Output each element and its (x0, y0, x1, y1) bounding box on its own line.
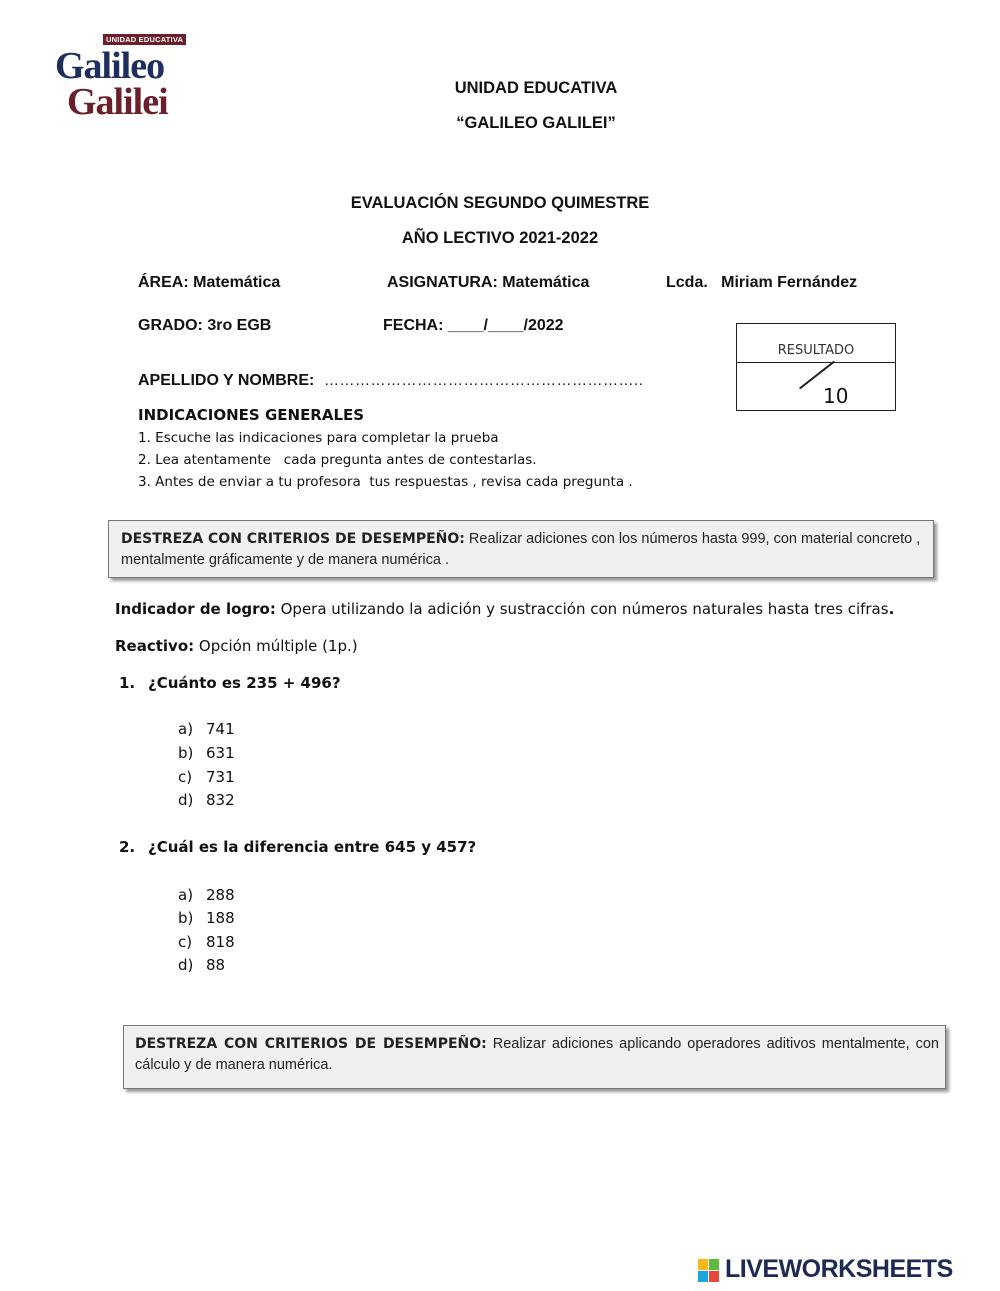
name-input-line[interactable]: …………………………………………………….. (324, 372, 644, 389)
skill-box-2-label: DESTREZA CON CRITERIOS DE DESEMPEÑO: (135, 1036, 487, 1052)
skill-box-2 (123, 1025, 946, 1089)
question-2: 2. ¿Cuál es la diferencia entre 645 y 457? (119, 838, 477, 856)
logo-tag: UNIDAD EDUCATIVA (103, 34, 186, 45)
subject-field: ASIGNATURA: Matemática (387, 274, 590, 291)
date-field[interactable]: FECHA: ____/____/2022 (383, 317, 564, 334)
instruction-item: 1. Escuche las indicaciones para completar la prueba (138, 430, 499, 446)
skill-box-1-line-1: DESTREZA CON CRITERIOS DE DESEMPEÑO: Realizar adiciones con los números hasta 999, con material concreto , (121, 531, 921, 547)
result-box (736, 323, 896, 411)
achievement-indicator: Indicador de logro: Opera utilizando la adición y sustracción con números naturales hasta tres cifras. (115, 600, 895, 618)
instruction-item: 3. Antes de enviar a tu profesora tus respuestas , revisa cada pregunta . (138, 474, 633, 490)
q1-option-b[interactable]: b) 631 (178, 744, 235, 762)
logo-line-2: Galilei (67, 81, 168, 123)
liveworksheets-logo-icon (698, 1259, 720, 1283)
exam-title: EVALUACIÓN SEGUNDO QUIMESTRE (350, 194, 650, 212)
instruction-item: 2. Lea atentamente cada pregunta antes de contestarlas. (138, 452, 537, 468)
q2-option-a[interactable]: a) 288 (178, 886, 235, 904)
result-max: 10 (823, 384, 849, 408)
skill-box-1-label: DESTREZA CON CRITERIOS DE DESEMPEÑO: (121, 531, 465, 547)
logo-line-1: Galileo (55, 45, 165, 87)
question-1: 1. ¿Cuánto es 235 + 496? (119, 674, 341, 692)
skill-box-1-line-2: mentalmente gráficamente y de manera numérica . (121, 552, 450, 568)
instructions-title: INDICACIONES GENERALES (138, 406, 365, 424)
school-type: UNIDAD EDUCATIVA (454, 79, 618, 97)
q1-option-c[interactable]: c) 731 (178, 768, 235, 786)
name-label: APELLIDO Y NOMBRE: (138, 372, 315, 389)
q2-option-b[interactable]: b) 188 (178, 909, 235, 927)
item-type: Reactivo: Opción múltiple (1p.) (115, 637, 358, 655)
q2-option-c[interactable]: c) 818 (178, 933, 235, 951)
q1-option-a[interactable]: a) 741 (178, 720, 235, 738)
skill-box-1 (108, 520, 934, 578)
area-field: ÁREA: Matemática (138, 274, 281, 291)
result-label: RESULTADO (737, 324, 895, 363)
skill-box-2-line-2: cálculo y de manera numérica. (135, 1057, 333, 1073)
grade-field: GRADO: 3ro EGB (138, 317, 272, 334)
teacher-field: Lcda. Miriam Fernández (666, 274, 858, 291)
school-logo (55, 28, 200, 123)
q1-option-d[interactable]: d) 832 (178, 791, 235, 809)
liveworksheets-text: LIVEWORKSHEETS (725, 1255, 953, 1283)
q2-option-d[interactable]: d) 88 (178, 956, 226, 974)
skill-box-2-line-1: DESTREZA CON CRITERIOS DE DESEMPEÑO: Realizar adiciones aplicando operadores aditivos mentalmente, con (135, 1036, 939, 1052)
school-year: AÑO LECTIVO 2021-2022 (401, 229, 599, 247)
school-name: “GALILEO GALILEI” (456, 114, 616, 132)
